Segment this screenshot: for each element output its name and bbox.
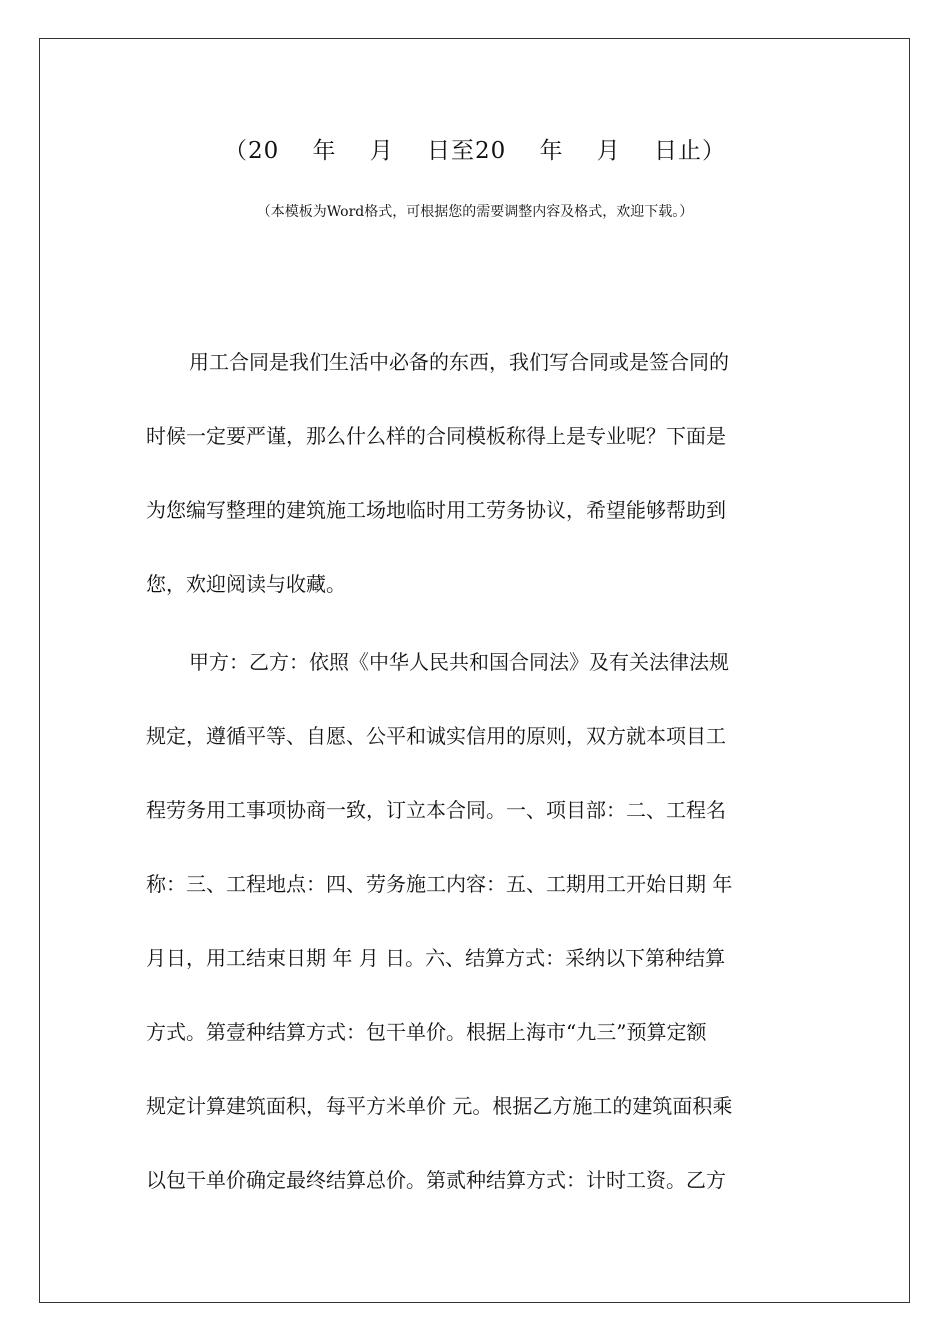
contract-body-paragraph: [146, 625, 806, 1217]
paragraph-line: 称：三、工程地点：四、劳务施工内容：五、工期用工开始日期 年: [146, 872, 733, 896]
paragraph-line: 月日，用工结束日期 年 月 日。六、结算方式：采纳以下第种结算: [146, 946, 726, 970]
paragraph-line: 程劳务用工事项协商一致，订立本合同。一、项目部：二、工程名: [146, 798, 726, 822]
intro-paragraph: [146, 325, 806, 621]
paragraph-line: 您，欢迎阅读与收藏。: [146, 572, 346, 596]
paragraph-line: 为您编写整理的建筑施工场地临时用工劳务协议，希望能够帮助到: [146, 498, 726, 522]
paragraph-line: 时候一定要严谨，那么什么样的合同模板称得上是专业呢？下面是: [146, 424, 726, 448]
paragraph-line: 方式。第壹种结算方式：包干单价。根据上海市“九三”预算定额: [146, 1020, 707, 1044]
paragraph-line: 甲方：乙方：依照《中华人民共和国合同法》及有关法律法规: [189, 650, 729, 674]
template-note: （本模板为Word格式，可根据您的需要调整内容及格式，欢迎下载。）: [256, 204, 694, 220]
paragraph-line: 规定，遵循平等、自愿、公平和诚实信用的原则，双方就本项目工: [146, 724, 726, 748]
paragraph-line: 规定计算建筑面积，每平方米单价 元。根据乙方施工的建筑面积乘: [146, 1094, 733, 1118]
paragraph-line: 用工合同是我们生活中必备的东西，我们写合同或是签合同的: [189, 350, 729, 374]
paragraph-line: 以包干单价确定最终结算总价。第贰种结算方式：计时工资。乙方: [146, 1168, 726, 1192]
contract-period-heading: （20 年 月 日至20 年 月 日止）: [224, 138, 726, 164]
